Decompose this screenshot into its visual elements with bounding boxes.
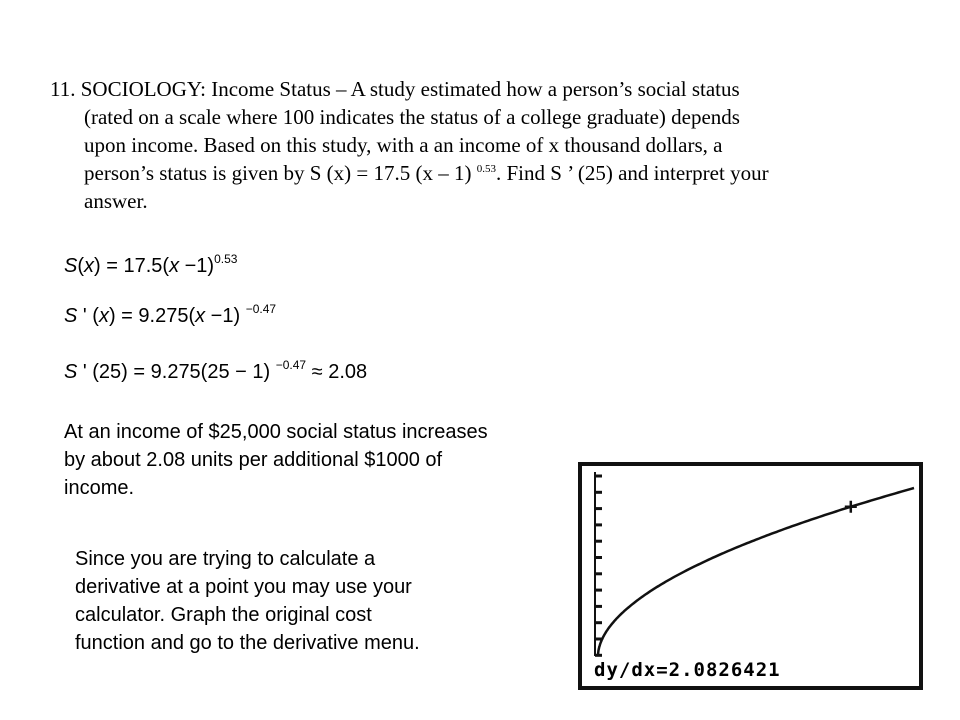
- eq2-prime: ' (: [77, 305, 99, 327]
- calculator-screen: [578, 462, 923, 690]
- problem-line-5: answer.: [84, 189, 148, 213]
- tip-line-1: Since you are trying to calculate a: [75, 548, 376, 570]
- eq2-s: S: [64, 305, 78, 327]
- interpretation-line-3: income.: [64, 477, 135, 499]
- problem-line-4-tail: . Find S ’ (25) and interpret your: [496, 161, 769, 185]
- eq3-result: ≈ 2.08: [306, 361, 368, 383]
- eq3-mid: ' (25) = 9.275(25 − 1): [77, 361, 276, 383]
- eq1-x: x: [84, 255, 95, 277]
- eq2-mid: ) = 9.275(: [108, 305, 196, 327]
- eq3-exponent: −0.47: [275, 358, 307, 372]
- eq1-tail: −1): [179, 255, 215, 277]
- equation-derivative: [64, 302, 277, 328]
- eq1-exponent: 0.53: [214, 252, 238, 266]
- eq1-s: S: [64, 255, 78, 277]
- y-axis-ticks: [595, 476, 602, 655]
- eq2-x2: x: [195, 305, 206, 327]
- equation-evaluated: [64, 358, 368, 384]
- eq2-x: x: [98, 305, 109, 327]
- function-curve: [598, 488, 914, 656]
- problem-line-2: (rated on a scale where 100 indicates the status of a college graduate) depends: [84, 105, 740, 129]
- tip-line-2: derivative at a point you may use your: [75, 576, 412, 598]
- problem-line-4-text: person’s status is given by S (x) = 17.5 (x – 1): [84, 161, 477, 185]
- eq3-s: S: [64, 361, 78, 383]
- interpretation-paragraph: [64, 418, 488, 502]
- calculator-graph: [582, 466, 919, 686]
- eq2-tail: −1): [205, 305, 246, 327]
- equation-s-of-x: $S(x) = 17.5(x -1)^{0.53}$: [64, 252, 238, 277]
- tip-line-4: function and go to the derivative menu.: [75, 632, 420, 654]
- problem-line-1: 11. SOCIOLOGY: Income Status – A study estimated how a person’s social status: [50, 77, 740, 101]
- interpretation-line-1: At an income of $25,000 social status increases: [64, 421, 488, 443]
- tip-line-3: calculator. Graph the original cost: [75, 604, 372, 626]
- problem-line-4: [50, 159, 900, 187]
- eq1-x2: x: [169, 255, 180, 277]
- eq2-exponent: −0.47: [245, 302, 277, 316]
- eq1-mid: ) = 17.5(: [94, 255, 170, 277]
- derivative-readout: dy/dx=2.0826421: [594, 659, 781, 681]
- interpretation-line-2: by about 2.08 units per additional $1000 of: [64, 449, 443, 471]
- calculator-tip-paragraph: [75, 545, 420, 657]
- problem-statement: [50, 75, 900, 215]
- trace-cursor: [845, 501, 857, 513]
- problem-line-3: upon income. Based on this study, with a an income of x thousand dollars, a: [84, 133, 723, 157]
- problem-exponent: 0.53: [476, 163, 496, 175]
